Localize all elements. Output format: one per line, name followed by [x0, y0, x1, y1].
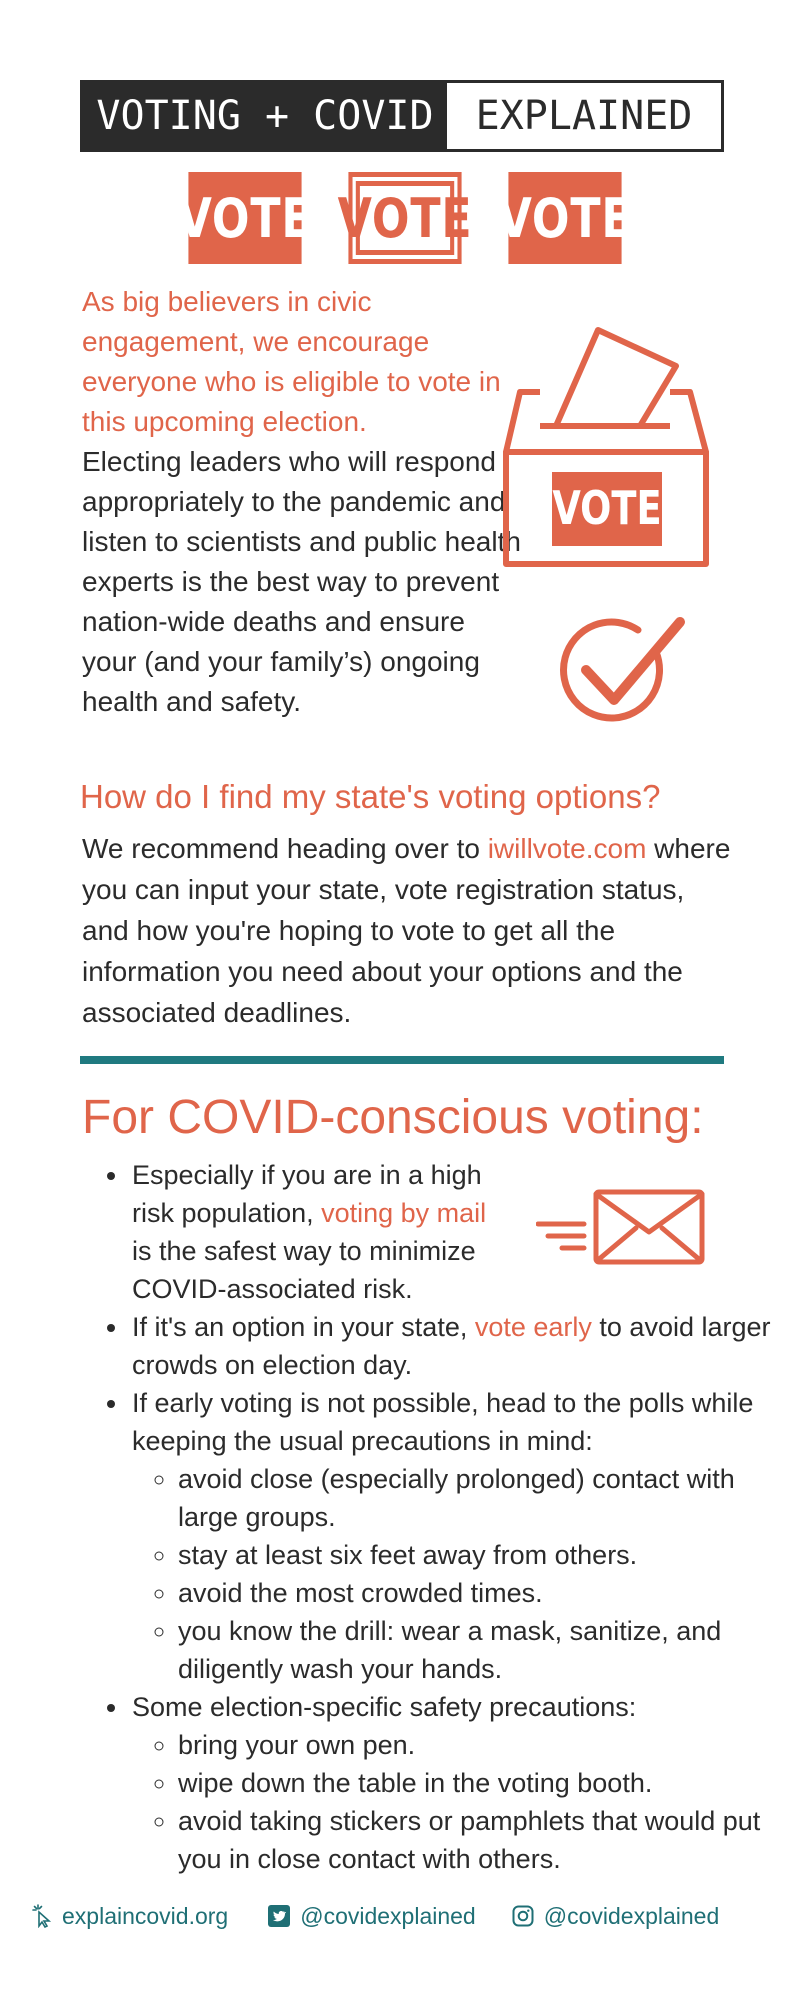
- list-item: ◦ avoid the most crowded times.: [178, 1574, 780, 1612]
- ballot-box-label: VOTE: [552, 480, 662, 536]
- state-options-paragraph: [82, 828, 732, 1033]
- footer-instagram[interactable]: [512, 1903, 720, 1930]
- vote-badge: VOTE: [508, 172, 621, 264]
- iwillvote-link[interactable]: iwillvote.com: [487, 833, 647, 864]
- state-options-heading: How do I find my state's voting options?: [80, 778, 661, 815]
- twitter-icon: [268, 1905, 290, 1927]
- list-item: • Some election-specific safety precautions: ◦ bring your own pen. ◦ wipe down the table in the voting booth. ◦ avoid taking stickers or pamphlets that would put you in close contact with others.: [130, 1688, 780, 1878]
- vote-badges: [176, 172, 632, 264]
- list-item: • Especially if you are in a high risk population, voting by mail is the safest way to minimize COVID-associated risk.: [130, 1156, 504, 1308]
- section-divider: [80, 1056, 724, 1064]
- checkmark-icon: [558, 612, 688, 732]
- precautions-sublist: [132, 1460, 780, 1688]
- title-light-part: EXPLAINED: [475, 93, 693, 139]
- list-item: ◦ avoid close (especially prolonged) contact with large groups.: [178, 1460, 780, 1536]
- vote-early-highlight: vote early: [474, 1312, 592, 1342]
- vote-badge: VOTE: [348, 172, 461, 264]
- footer: [30, 1896, 770, 1936]
- ballot-box-icon: [500, 326, 716, 572]
- intro-body: Electing leaders who will respond appropriately to the pandemic and listen to scientists and public health experts is the best way to prevent nation-wide deaths and ensure your (and your family’s) ongoing health and safety.: [82, 446, 521, 717]
- state-options-text-end: where you can input your state, vote registration status, and how you're hoping to vote to get all the information you need about your options and the associated deadlines.: [82, 833, 731, 1028]
- website-link[interactable]: explaincovid.org: [62, 1902, 229, 1929]
- list-item: ◦ you know the drill: wear a mask, sanitize, and diligently wash your hands.: [178, 1612, 780, 1688]
- instagram-handle[interactable]: @covidexplained: [543, 1902, 720, 1929]
- vote-badge: VOTE: [188, 172, 301, 264]
- twitter-handle[interactable]: @covidexplained: [300, 1902, 476, 1929]
- intro-highlight: As big believers in civic engagement, we encourage everyone who is eligible to vote in this upcoming election.: [82, 286, 501, 437]
- list-item: • If early voting is not possible, head to the polls while keeping the usual precautions in mind: ◦ avoid close (especially prolonged) contact with large groups. ◦ stay at least six feet away from others. ◦ avoid the most crowded times. ◦ you know the drill: wear a mask, sanitize, and diligently wash your hands.: [130, 1384, 780, 1688]
- list-item: ◦ bring your own pen.: [178, 1726, 780, 1764]
- list-item: ◦ stay at least six feet away from others.: [178, 1536, 780, 1574]
- instagram-icon: [512, 1905, 534, 1927]
- covid-voting-list: [82, 1156, 780, 1878]
- covid-voting-heading: For COVID-conscious voting:: [82, 1091, 704, 1144]
- title-banner: [80, 80, 724, 152]
- title-dark-part: VOTING + COVID: [83, 83, 447, 149]
- state-options-text-start: We recommend heading over to: [82, 833, 488, 864]
- intro-text: [82, 282, 522, 722]
- cursor-click-icon: [32, 1904, 52, 1928]
- footer-website[interactable]: [32, 1903, 228, 1930]
- list-item: ◦ avoid taking stickers or pamphlets that would put you in close contact with others.: [178, 1802, 780, 1878]
- list-item: ◦ wipe down the table in the voting booth.: [178, 1764, 780, 1802]
- voting-by-mail-highlight: voting by mail: [321, 1198, 487, 1228]
- footer-twitter[interactable]: [268, 1903, 476, 1930]
- election-precautions-sublist: [132, 1726, 780, 1878]
- list-item: • If it's an option in your state, vote early to avoid larger crowds on election day.: [130, 1308, 780, 1384]
